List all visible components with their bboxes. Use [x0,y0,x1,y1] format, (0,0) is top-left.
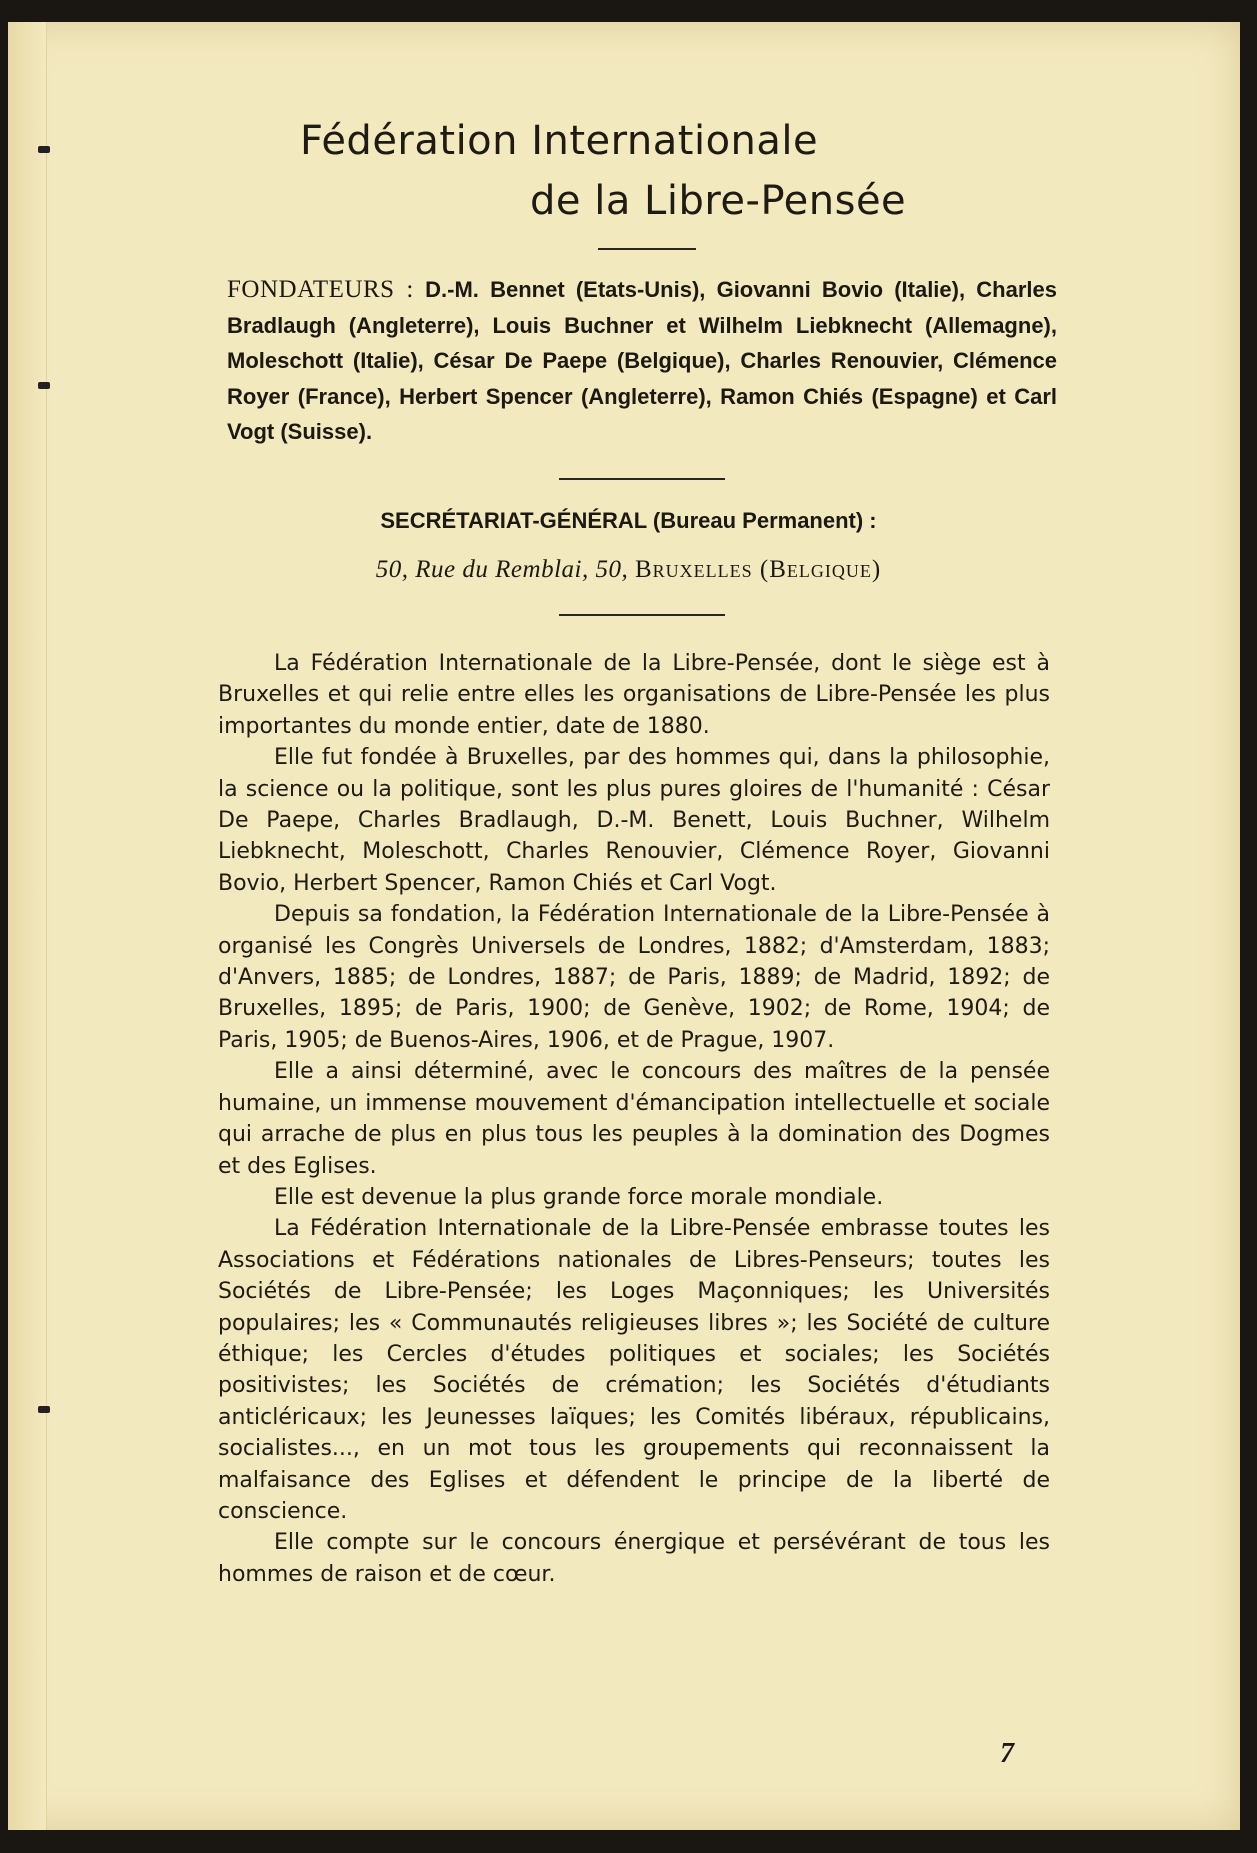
address-street: 50, Rue du Remblai, 50, [375,556,629,583]
address-city: Bruxelles (Belgique) [634,556,882,583]
binding-mark [38,146,50,153]
secretariat-heading: SECRÉTARIAT-GÉNÉRAL (Bureau Permanent) : [380,508,877,533]
binding-mark [38,382,50,389]
founders-label: FONDATEURS : [227,276,414,303]
paragraph: Elle fut fondée à Bruxelles, par des hommes qui, dans la philosophie, la science ou la politique, sont les plus pures gloires de l'humanité : César De Paepe, Charles Bradlaugh, D.-M. Benett, Louis Buchner, Wilhelm Liebknecht, Moleschott, Charles Renouvier, Clémence Royer, Giovanni Bovio, Herbert Spencer, Ramon Chiés et Carl Vogt. [218,745,1050,896]
secretariat-address [0,556,1257,584]
paragraph: Elle est devenue la plus grande force morale mondiale. [274,1184,884,1210]
binding-mark [38,1406,50,1413]
divider [559,614,725,616]
divider [559,478,725,480]
founders-names: D.-M. Bennet (Etats-Unis), Giovanni Bovio (Italie), Charles Bradlaugh (Angleterre), Louis Buchner et Wilhelm Liebknecht (Allemagne), Moleschott (Italie), César De Paepe (Belgique), Charles Renouvier, Clémence Royer (France), Herbert Spencer (Angleterre), Ramon Chiés (Espagne) et Carl Vogt (Suisse). [227,277,1057,444]
paragraph: Elle a ainsi déterminé, avec le concours des maîtres de la pensée humaine, un immense mouvement d'émancipation intellectuelle et sociale qui arrache de plus en plus tous les peuples à la domination des Dogmes et des Eglises. [218,1059,1050,1179]
page-number: 7 [1000,1738,1014,1769]
divider [598,248,696,250]
founders-section [227,272,1057,450]
paragraph: La Fédération Internationale de la Libre-Pensée, dont le siège est à Bruxelles et qui relie entre elles les organisations de Libre-Pensée les plus importantes du monde entier, date de 1880. [218,651,1050,739]
paragraph: Depuis sa fondation, la Fédération Internationale de la Libre-Pensée à organisé les Congrès Universels de Londres, 1882; d'Amsterdam, 1883; d'Anvers, 1885; de Londres, 1887; de Paris, 1889; de Madrid, 1892; de Bruxelles, 1895; de Paris, 1900; de Genève, 1902; de Rome, 1904; de Paris, 1905; de Buenos-Aires, 1906, et de Prague, 1907. [218,902,1050,1053]
paragraph: La Fédération Internationale de la Libre-Pensée embrasse toutes les Associations et Fédérations nationales de Libres-Penseurs; toutes les Sociétés de Libre-Pensée; les Loges Maçonniques; les Universités populaires; les « Communautés religieuses libres »; les Société de culture éthique; les Cercles d'études politiques et sociales; les Sociétés positivistes; les Sociétés de crémation; les Sociétés d'étudiants anticléricaux; les Jeunesses laïques; les Comités libéraux, républicains, socialistes..., en un mot tous les groupements qui reconnaissent la malfaisance des Eglises et défendent le principe de la liberté de conscience. [218,1216,1050,1524]
binding-edge [8,22,47,1830]
paragraph: Elle compte sur le concours énergique et persévérant de tous les hommes de raison et de cœur. [218,1530,1050,1587]
body-text [218,648,1050,1590]
title-line-2: de la Libre-Pensée [530,178,907,224]
title-line-1: Fédération Internationale [300,118,819,164]
